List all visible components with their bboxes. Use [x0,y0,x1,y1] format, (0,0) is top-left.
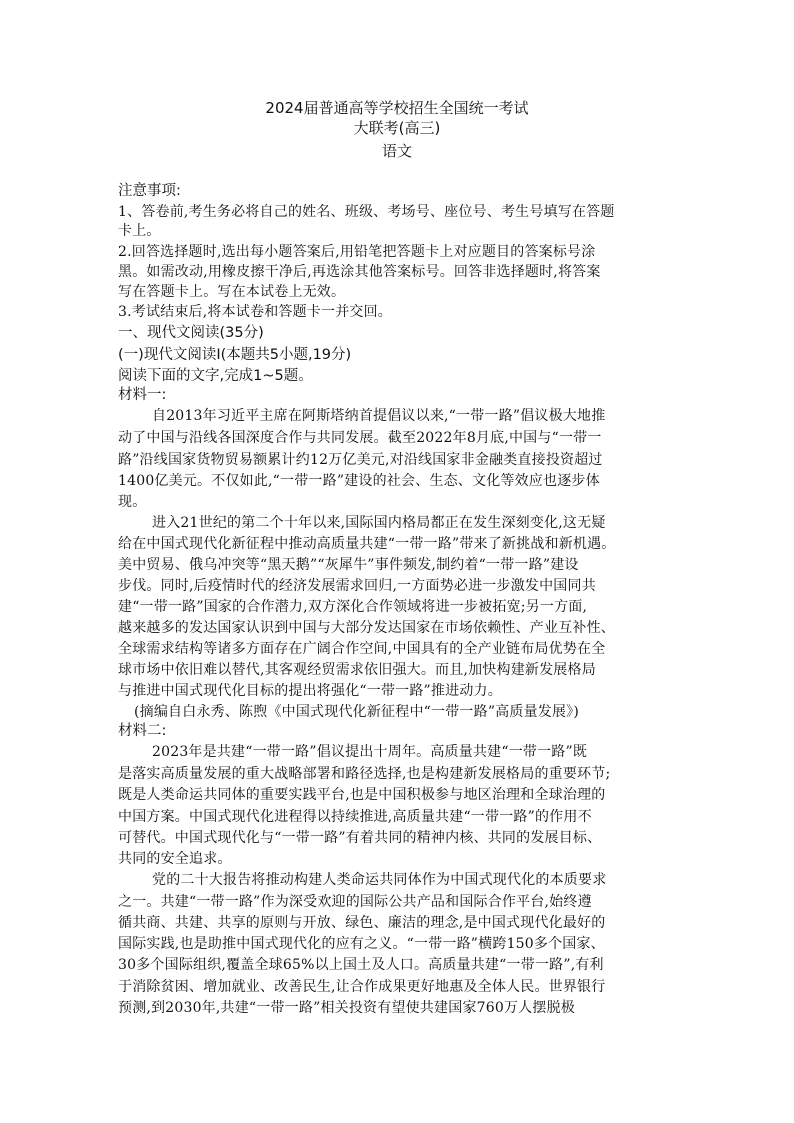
material-label: 材料二: [118,723,167,739]
paragraph-line: 30多个国际组织,覆盖全球65%以上国土及人口。高质量共建“一带一路”,有利 [118,957,604,973]
exam-subject: 语文 [381,142,412,160]
subsection-heading: (一)现代文阅读I(本题共5小题,19分) [118,347,352,363]
paragraph-line: 2023年是共建“一带一路”倡议提出十周年。高质量共建“一带一路”既 [152,744,588,760]
paragraph-line: 步伐。同时,后疫情时代的经济发展需求回归,一方面势必进一步激发中国同共 [118,578,596,594]
paragraph-line: 与推进中国式现代化目标的提出将强化“一带一路”推进动力。 [118,683,502,699]
notice-line: 写在答题卡上。写在本试卷上无效。 [118,284,346,300]
section-heading: 一、现代文阅读(35分) [118,325,264,341]
notice-line: 2.回答选择题时,选出每小题答案后,用铅笔把答题卡上对应题目的答案标号涂 [118,244,596,260]
paragraph-line: 于消除贫困、增加就业、改善民生,让合作成果更好地惠及全体人民。世界银行 [118,979,606,995]
notice-heading: 注意事项: [118,183,181,199]
paragraph-line: 之一。共建“一带一路”作为深受欢迎的国际公共产品和国际合作平台,始终遵 [118,894,592,910]
paragraph-line: 预测,到2030年,共建“一带一路”相关投资有望使共建国家760万人摆脱极 [118,1000,575,1016]
paragraph-line: 现。 [118,494,147,510]
paragraph-line: 党的二十大报告将推动构建人类命运共同体作为中国式现代化的本质要求 [152,872,607,888]
material-label: 材料一: [118,387,167,403]
paragraph-line: 给在中国式现代化新征程中推动高质量共建“一带一路”带来了新挑战和新机遇。 [118,536,616,552]
notice-line: 3.考试结束后,将本试卷和答题卡一并交回。 [118,304,393,320]
paragraph-line: 循共商、共建、共享的原则与开放、绿色、廉洁的理念,是中国式现代化最好的 [118,915,606,931]
notice-line: 卡上。 [118,223,161,239]
exam-title: 2024届普通高等学校招生全国统一考试 [265,99,529,117]
exam-subtitle: 大联考(高三) [353,119,441,137]
notice-line: 1、答卷前,考生务必将自己的姓名、班级、考场号、座位号、考生号填写在答题 [118,204,615,220]
paragraph-line: 是落实高质量发展的重大战略部署和路径选择,也是构建新发展格局的重要环节; [118,766,611,782]
paragraph-line: 全球需求结构等诸多方面存在广阔合作空间,中国具有的全产业链布局优势在全 [118,641,606,657]
paragraph-line: 共同的安全追求。 [118,851,232,867]
paragraph-line: 美中贸易、俄乌冲突等“黑天鹅”“灰犀牛”事件频发,制约着“一带一路”建设 [118,557,579,573]
paragraph-line: 中国方案。中国式现代化进程得以持续推进,高质量共建“一带一路”的作用不 [118,809,592,825]
paragraph-line: 动了中国与沿线各国深度合作与共同发展。截至2022年8月底,中国与“一带一 [118,430,602,446]
source-citation: (摘编自白永秀、陈煦《中国式现代化新征程中“一带一路”高质量发展》) [134,704,580,720]
paragraph-line: 既是人类命运共同体的重要实践平台,也是中国积极参与地区治理和全球治理的 [118,787,606,803]
paragraph-line: 可替代。中国式现代化与“一带一路”有着共同的精神内核、共同的发展目标、 [118,830,602,846]
reading-instruction: 阅读下面的文字,完成1~5题。 [118,368,313,384]
paragraph-line: 进入21世纪的第二个十年以来,国际国内格局都正在发生深刻变化,这无疑 [152,515,606,531]
paragraph-line: 球市场中依旧难以替代,其客观经贸需求依旧强大。而且,加快构建新发展格局 [118,662,596,678]
paragraph-line: 自2013年习近平主席在阿斯塔纳首提倡议以来,“一带一路”倡议极大地推 [152,408,606,424]
paragraph-line: 建“一带一路”国家的合作潜力,双方深化合作领域将进一步被拓宽;另一方面, [118,599,588,615]
notice-line: 黑。如需改动,用橡皮擦干净后,再选涂其他答案标号。回答非选择题时,将答案 [118,264,601,280]
paragraph-line: 1400亿美元。不仅如此,“一带一路”建设的社会、生态、文化等效应也逐步体 [118,473,600,489]
paragraph-line: 路”沿线国家货物贸易额累计约12万亿美元,对沿线国家非金融类直接投资超过 [118,452,603,468]
paragraph-line: 越来越多的发达国家认识到中国与大部分发达国家在市场依赖性、产业互补性、 [118,620,615,636]
paragraph-line: 国际实践,也是助推中国式现代化的应有之义。“一带一路”横跨150多个国家、 [118,936,605,952]
